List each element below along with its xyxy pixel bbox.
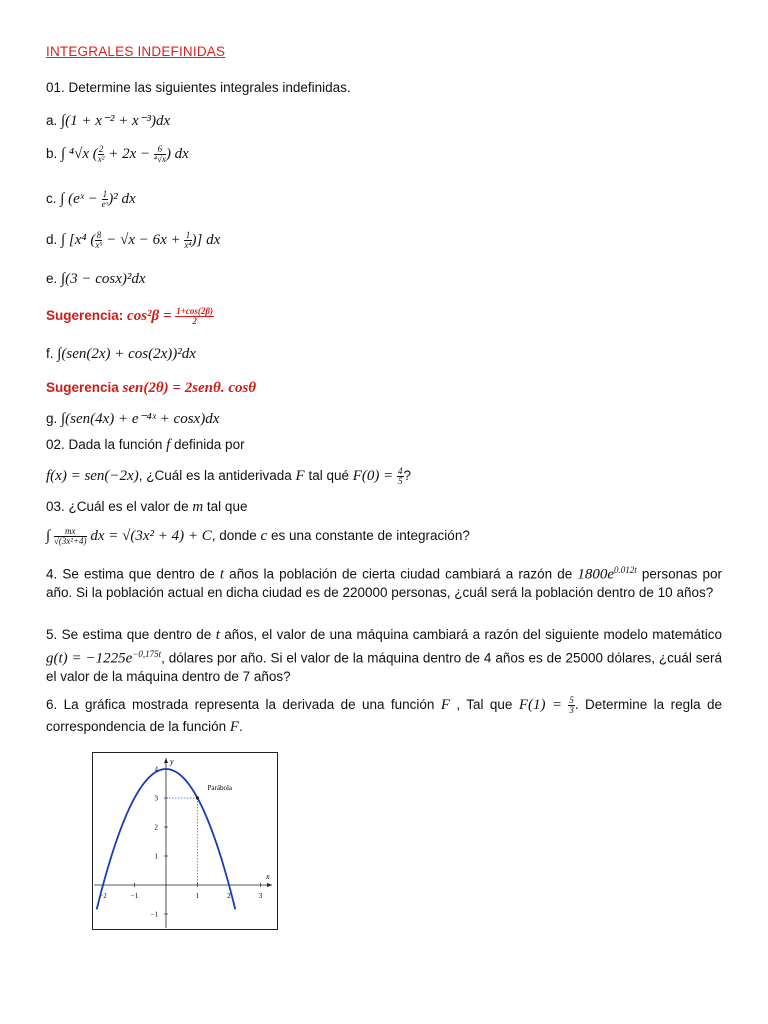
fraction: $\frac{4}{5}$ — [398, 466, 403, 486]
question-6: 6. La gráfica mostrada representa la derivada de una función F , Tal que F(1) = $\frac{5}{3}$ . Determine la regla de correspondencia de la función F. — [46, 694, 722, 735]
item-b: b. ∫ ⁴√x ( $\frac{2}{\text{x²}}$ + 2x − $\frac{6}{\text{⁴√x}}$ ) dx — [46, 144, 189, 164]
fraction: $\frac{1+\cos(2\beta)}{2}$ — [176, 306, 213, 326]
y-tick-label: −1 — [150, 910, 158, 919]
question-5: 5. Se estima que dentro de t años, el valor de una máquina cambiará a razón del siguiente modelo matemático $g(t) = -1225e^{-0,175t}$, dólares por año. Si el valor de la máquina dentro de 4 años es de 25000 dólares, ¿cuál será el valor de la máquina dentro de 7 años? — [46, 627, 722, 684]
item-e: e. ∫(3 − cosx)²dx — [46, 271, 146, 287]
fraction: $\frac{1}{\text{eˣ}}$ — [101, 189, 109, 209]
highlight-point — [196, 796, 199, 799]
item-f: f. ∫(sen(2x) + cos(2x))²dx — [46, 346, 196, 362]
q03-line2: ∫ $\frac{mx}{\text{√(3x²+4)}}$ dx = √(3x² + 4) + C, donde c es una constante de integración? — [46, 526, 470, 546]
hint-1: Sugerencia: cos²β = $\frac{1+\cos(2\beta)}{2}$ — [46, 306, 213, 326]
y-axis-label: y — [170, 757, 174, 766]
hint-2: Sugerencia sen(2θ) = 2senθ. cosθ — [46, 380, 257, 396]
q02-line2: f(x) = sen(−2x), ¿Cuál es la antiderivada F tal qué F(0) = $\frac{4}{5}$ ? — [46, 466, 412, 486]
fraction: $\frac{1}{\text{x⁴}}$ — [184, 230, 192, 250]
fraction: $\frac{5}{3}$ — [569, 694, 574, 715]
q03-line1: 03. ¿Cuál es el valor de m tal que — [46, 499, 248, 515]
y-tick-label: 4 — [154, 765, 158, 774]
parabola-annotation: Parábola — [207, 784, 232, 792]
x-tick-label: −1 — [130, 892, 139, 900]
x-tick-label: 1 — [195, 892, 200, 900]
x-tick-label: 3 — [258, 892, 263, 900]
x-tick-label: 2 — [227, 892, 231, 900]
question-4: 4. Se estima que dentro de t años la población de cierta ciudad cambiará a razón de $1800e^{0.012t}$ personas por año. Si la población actual en dicha ciudad es de 220000 personas, ¿cuál será la población dentro de 10 años? — [46, 565, 722, 600]
item-d: d. ∫ [x⁴ ( $\frac{8}{\text{x⁵}}$ − √x − 6x + $\frac{1}{\text{x⁴}}$ )] dx — [46, 230, 221, 250]
fraction: $\frac{8}{\text{x⁵}}$ — [95, 230, 103, 250]
fraction: $\frac{6}{\text{⁴√x}}$ — [153, 144, 166, 164]
derivative-graph — [92, 752, 278, 930]
item-a-expression: ∫(1 + x⁻² + x⁻³)dx — [61, 113, 171, 129]
y-tick-label: 2 — [154, 823, 158, 832]
fraction: $\frac{mx}{\text{√(3x²+4)}}$ — [53, 526, 87, 546]
y-tick-label: 3 — [154, 794, 158, 803]
q01-intro: 01. Determine las siguientes integrales indefinidas. — [46, 80, 351, 95]
page-title: INTEGRALES INDEFINIDAS — [46, 44, 226, 59]
x-tick-label: −2 — [99, 892, 107, 900]
item-a: a. ∫(1 + x⁻² + x⁻³)dx — [46, 113, 171, 129]
item-c: c. ∫ (eˣ − $\frac{1}{\text{eˣ}}$ )² dx — [46, 189, 136, 209]
fraction: $\frac{2}{\text{x²}}$ — [97, 144, 105, 164]
y-tick-label: 1 — [154, 852, 158, 861]
q02-line1: 02. Dada la función f definida por — [46, 437, 245, 453]
item-g: g. ∫(sen(4x) + e⁻⁴ˣ + cosx)dx — [46, 411, 220, 427]
x-axis-label: x — [266, 872, 270, 881]
